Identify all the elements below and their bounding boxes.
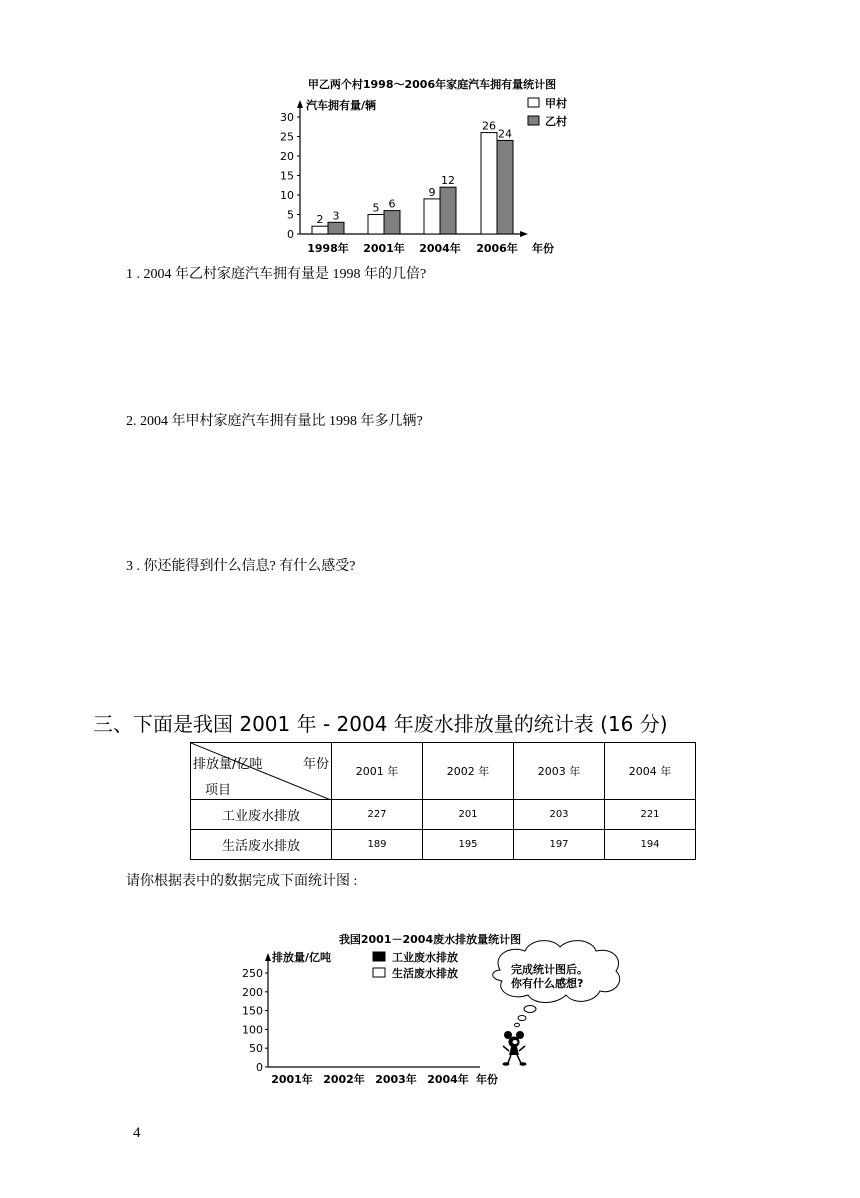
legend-label-industrial: 工业废水排放 <box>392 951 458 964</box>
bar <box>440 187 456 234</box>
row-label-domestic: 生活废水排放 <box>191 830 332 860</box>
bar-value-label: 3 <box>332 209 340 223</box>
car-ownership-chart <box>250 70 610 260</box>
y-tick-label: 0 <box>287 228 294 241</box>
section-3-title: 三、下面是我国 2001 年 - 2004 年废水排放量的统计表 (16 分) <box>93 712 668 736</box>
corner-top-label: 排放量/亿吨 <box>193 757 263 772</box>
x-category-label: 2003年 <box>375 1073 417 1086</box>
wastewater-chart <box>230 925 630 1095</box>
table-cell: 203 <box>514 800 605 830</box>
bar-value-label: 9 <box>428 185 436 199</box>
bar <box>424 199 440 234</box>
bar-value-label: 12 <box>441 174 455 188</box>
wastewater-table <box>190 742 696 860</box>
thought-bubble <box>493 941 620 1027</box>
bar <box>312 226 328 234</box>
table-cell: 201 <box>423 800 514 830</box>
question-1: 1 . 2004 年乙村家庭汽车拥有量是 1998 年的几倍? <box>126 267 427 282</box>
y-tick-label: 0 <box>256 1061 263 1074</box>
table-cell: 197 <box>514 830 605 860</box>
chart2-ylabel: 排放量/亿吨 <box>272 951 332 964</box>
legend-swatch-yi <box>528 116 539 125</box>
chart1-ylabel: 汽车拥有量/辆 <box>306 99 377 112</box>
bar <box>368 215 384 235</box>
bar <box>497 140 513 234</box>
corner-right-label: 年份 <box>302 757 329 772</box>
table-cell: 195 <box>423 830 514 860</box>
chart2-title: 我国2001－2004废水排放量统计图 <box>338 933 522 946</box>
x-category-label: 2004年 <box>419 242 461 255</box>
y-tick-label: 200 <box>242 985 263 999</box>
instruction-text: 请你根据表中的数据完成下面统计图 : <box>126 874 358 889</box>
bar <box>481 133 497 234</box>
table-corner-cell <box>191 743 332 800</box>
legend-label-jia: 甲村 <box>545 97 567 110</box>
x-category-label: 2002年 <box>323 1073 365 1086</box>
bubble-line-2: 你有什么感想? <box>511 977 584 990</box>
y-tick-label: 5 <box>287 208 294 222</box>
legend-swatch-domestic <box>373 968 385 977</box>
y-tick-label: 250 <box>242 967 263 980</box>
table-row <box>191 800 696 830</box>
chart2-y-arrow <box>265 953 271 961</box>
legend-swatch-jia <box>528 98 539 107</box>
table-header-2001: 2001 年 <box>332 743 423 800</box>
table-header-2003: 2003 年 <box>514 743 605 800</box>
bar-value-label: 2 <box>316 213 324 227</box>
table-header-row <box>191 743 696 800</box>
table-header-2004: 2004 年 <box>605 743 696 800</box>
cartoon-mouse-icon <box>503 1031 527 1066</box>
chart1-y-arrow <box>297 100 303 108</box>
y-tick-label: 20 <box>280 150 294 163</box>
bar-value-label: 24 <box>498 127 512 141</box>
table-cell: 221 <box>605 800 696 830</box>
x-category-label: 2001年 <box>271 1073 313 1086</box>
question-3: 3 . 你还能得到什么信息? 有什么感受? <box>126 559 356 574</box>
table-header-2002: 2002 年 <box>423 743 514 800</box>
y-tick-label: 30 <box>280 111 294 124</box>
chart1-xlabel: 年份 <box>532 242 554 255</box>
y-tick-label: 25 <box>280 130 294 144</box>
row-label-industrial: 工业废水排放 <box>191 800 332 830</box>
y-tick-label: 50 <box>249 1042 263 1056</box>
y-tick-label: 100 <box>242 1023 263 1037</box>
legend-swatch-industrial <box>373 952 385 961</box>
bar-value-label: 6 <box>388 197 396 211</box>
x-category-label: 2001年 <box>363 242 405 255</box>
table-cell: 194 <box>605 830 696 860</box>
chart1-x-arrow <box>520 231 528 237</box>
chart2-xlabel: 年份 <box>476 1073 498 1086</box>
bar <box>328 222 344 234</box>
legend-label-yi: 乙村 <box>545 115 567 128</box>
bar-value-label: 5 <box>372 201 380 215</box>
table-cell: 227 <box>332 800 423 830</box>
x-category-label: 1998年 <box>307 242 349 255</box>
chart1-title: 甲乙两个村1998～2006年家庭汽车拥有量统计图 <box>307 78 557 91</box>
x-category-label: 2004年 <box>427 1073 469 1086</box>
page-number: 4 <box>133 1125 141 1141</box>
bar <box>384 211 400 234</box>
legend-label-domestic: 生活废水排放 <box>392 967 458 980</box>
corner-bottom-label: 项目 <box>205 783 232 798</box>
table-row <box>191 830 696 860</box>
y-tick-label: 10 <box>280 189 294 202</box>
y-tick-label: 15 <box>280 169 294 183</box>
table-cell: 189 <box>332 830 423 860</box>
bar-value-label: 26 <box>482 119 496 133</box>
question-2: 2. 2004 年甲村家庭汽车拥有量比 1998 年多几辆? <box>126 414 423 429</box>
y-tick-label: 150 <box>242 1004 263 1018</box>
bubble-line-1: 完成统计图后。 <box>511 963 588 976</box>
x-category-label: 2006年 <box>476 242 518 255</box>
